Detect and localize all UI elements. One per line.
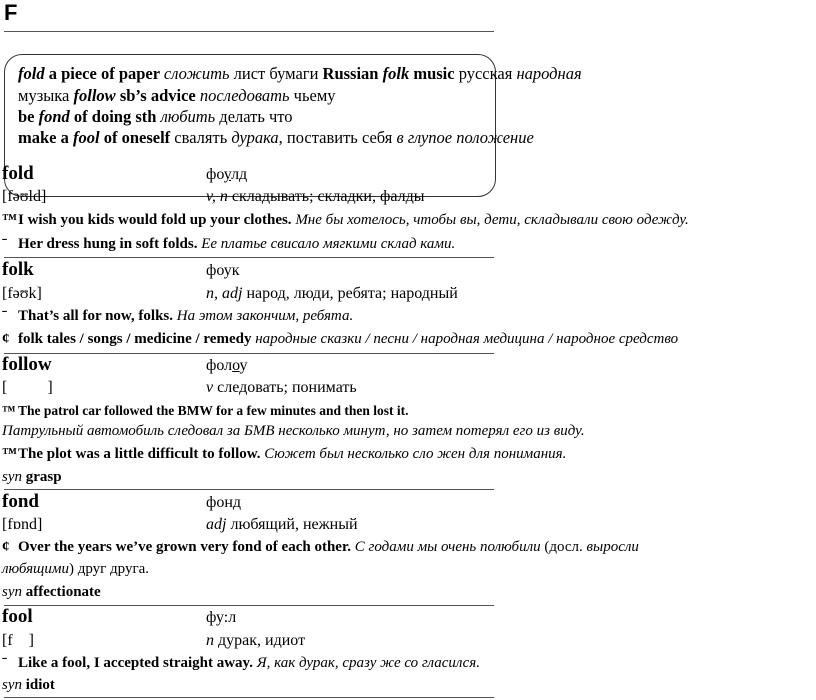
headword-fold: fold bbox=[2, 163, 34, 184]
pron-fold: [fəʊld] bbox=[2, 188, 47, 205]
intro-run: делать что bbox=[215, 107, 293, 126]
intro-line-3 bbox=[18, 107, 293, 127]
section-letter: F bbox=[4, 0, 18, 25]
translit-follow: фолоу bbox=[206, 357, 248, 374]
intro-run: дурака bbox=[231, 128, 279, 147]
def-fold: v, n складывать; складки, фалды bbox=[206, 188, 425, 205]
header-rule bbox=[4, 31, 494, 32]
intro-line-4 bbox=[18, 128, 534, 148]
def-fond: adj любящий, нежный bbox=[206, 516, 358, 533]
intro-run: fool bbox=[73, 128, 100, 147]
intro-run: лист бумаги bbox=[229, 64, 323, 83]
intro-run: любить bbox=[160, 107, 216, 126]
intro-run: of oneself bbox=[99, 128, 175, 147]
example-follow-2: ™The plot was a little difficult to follow. Сюжет был несколько сло жен для понимания. bbox=[2, 446, 567, 462]
intro-run: a piece of paper bbox=[44, 64, 164, 83]
intro-run: чьему bbox=[289, 86, 336, 105]
intro-run: свалять bbox=[174, 128, 232, 147]
translit-fold: фоулд bbox=[206, 166, 248, 183]
intro-run: follow bbox=[73, 86, 116, 105]
example-folk-2: ¢ folk tales / songs / medicine / remedy народные сказки / песни / народная медицина / народное средство bbox=[2, 331, 679, 347]
pron-fool: [f ] bbox=[2, 632, 34, 649]
example-fold-2: ˉ Her dress hung in soft folds. Ее платье свисало мягкими склад ками. bbox=[2, 236, 456, 252]
intro-run: fond bbox=[38, 107, 70, 126]
example-fold-1: ™I wish you kids would fold up your clothes. Мне бы хотелось, чтобы вы, дети, складывали свою одежду. bbox=[2, 212, 689, 228]
headword-follow: follow bbox=[2, 354, 52, 375]
synonym-follow: syn grasp bbox=[2, 469, 62, 485]
example-fond-1-cont: любящими) друг друга. bbox=[2, 561, 150, 577]
example-folk-1: ˉ That’s all for now, folks. На этом закончим, ребята. bbox=[2, 308, 354, 324]
intro-run: народная bbox=[516, 64, 582, 83]
pron-follow: [ ] bbox=[2, 379, 53, 396]
intro-run: музыка bbox=[18, 86, 74, 105]
intro-run: folk bbox=[382, 64, 410, 83]
intro-run: в глупое положение bbox=[396, 128, 534, 147]
example-fool-1: ˉ Like a fool, I accepted straight away. Я, как дурак, сразу же со гласился. bbox=[2, 655, 481, 671]
intro-line-2 bbox=[18, 86, 336, 106]
def-folk: n, adj народ, люди, ребята; народный bbox=[206, 285, 458, 302]
divider bbox=[4, 605, 494, 606]
divider bbox=[4, 257, 494, 258]
headword-fond: fond bbox=[2, 491, 39, 512]
def-follow: v следовать; понимать bbox=[206, 379, 357, 396]
example-fond-1: ¢ Over the years we’ve grown very fond of each other. С годами мы очень полюбили (досл. выросли bbox=[2, 539, 639, 555]
translit-fool: фу:л bbox=[206, 609, 237, 626]
intro-run: music bbox=[409, 64, 455, 83]
synonym-fool: syn idiot bbox=[2, 677, 55, 693]
intro-run: of doing sth bbox=[69, 107, 161, 126]
divider bbox=[4, 489, 494, 490]
intro-run: , поставить себя bbox=[278, 128, 397, 147]
translit-folk: фоук bbox=[206, 262, 240, 279]
intro-run: fold bbox=[18, 64, 45, 83]
intro-run: Russian bbox=[322, 64, 383, 83]
intro-run: sb’s advice bbox=[115, 86, 200, 105]
intro-run: русская bbox=[454, 64, 517, 83]
translit-fond: фонд bbox=[206, 494, 242, 511]
intro-run: сложить bbox=[163, 64, 230, 83]
example-follow-1-translation: Патрульный автомобиль следовал за БМВ несколько минут, но затем потерял его из виду. bbox=[2, 423, 585, 439]
example-follow-1: ™ The patrol car followed the BMW for a few minutes and then lost it. bbox=[2, 403, 409, 418]
def-fool: n дурак, идиот bbox=[206, 632, 306, 649]
divider bbox=[4, 697, 494, 698]
intro-line-1 bbox=[18, 64, 582, 84]
intro-run: be bbox=[18, 107, 39, 126]
headword-fool: fool bbox=[2, 606, 33, 627]
pron-fond: [fɒnd] bbox=[2, 516, 43, 533]
divider bbox=[4, 353, 494, 354]
intro-run: make a bbox=[18, 128, 73, 147]
pron-folk: [fəʊk] bbox=[2, 285, 42, 302]
synonym-fond: syn affectionate bbox=[2, 584, 101, 600]
headword-folk: folk bbox=[2, 259, 34, 280]
intro-run: последовать bbox=[199, 86, 290, 105]
